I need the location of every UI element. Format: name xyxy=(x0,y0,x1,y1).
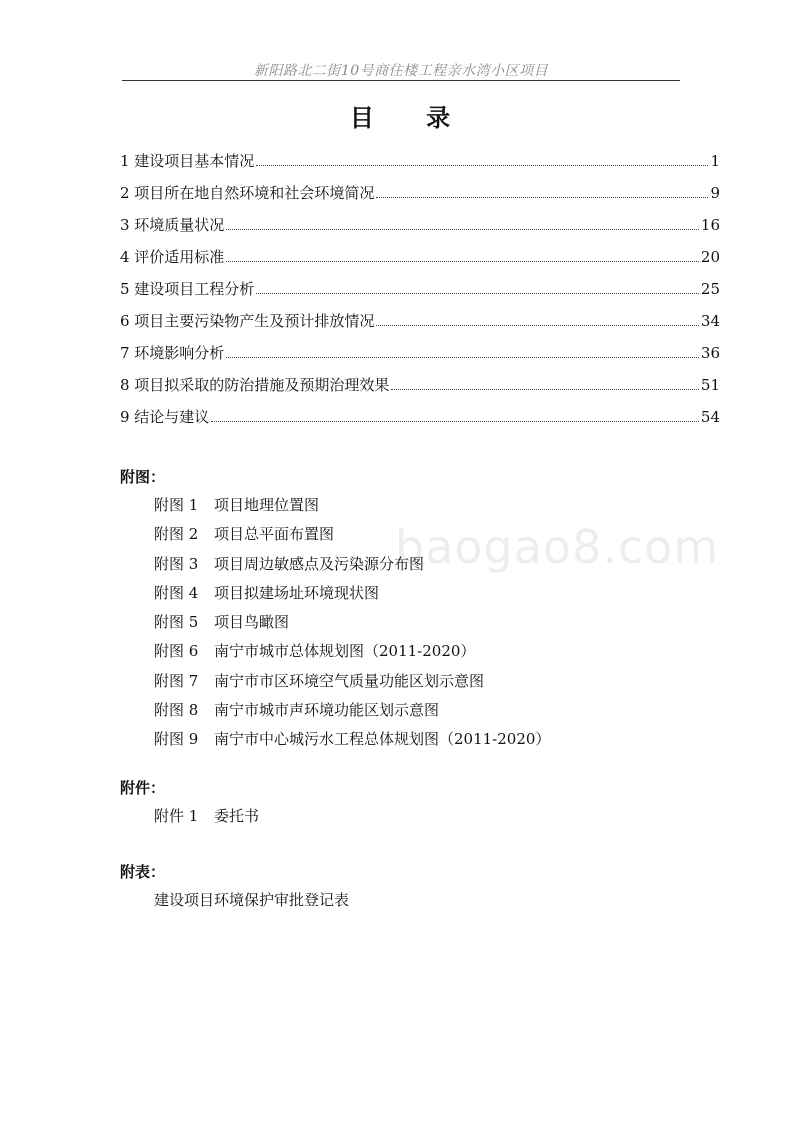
toc-entry[interactable] xyxy=(120,214,720,246)
attachment-code: 附件 1 xyxy=(154,807,199,825)
toc-entry-page: 9 xyxy=(710,184,720,202)
toc-entry[interactable] xyxy=(120,406,720,438)
toc-entry-page: 16 xyxy=(700,216,720,234)
toc-leader-dots xyxy=(226,229,699,230)
header-rule xyxy=(122,80,680,81)
running-header: 新阳路北二街10号商住楼工程亲水湾小区项目 xyxy=(253,63,549,79)
toc-entry[interactable] xyxy=(120,374,720,406)
toc-entry-label: 8 项目拟采取的防治措施及预期治理效果 xyxy=(120,376,390,394)
toc-entry-label: 9 结论与建议 xyxy=(120,408,210,426)
page-title: 目 录 xyxy=(349,103,473,132)
figure-title: 南宁市市区环境空气质量功能区划示意图 xyxy=(214,671,485,690)
list-item xyxy=(154,670,550,699)
toc-entry-page: 51 xyxy=(700,376,720,394)
toc-leader-dots xyxy=(256,165,708,166)
figure-code: 附图 3 xyxy=(154,554,199,573)
toc-leader-dots xyxy=(226,357,699,358)
toc-entry[interactable] xyxy=(120,310,720,342)
figure-title: 项目地理位置图 xyxy=(214,496,320,514)
toc-entry-page: 25 xyxy=(700,280,720,298)
figure-title: 项目总平面布置图 xyxy=(214,525,335,544)
toc-entry-page: 20 xyxy=(700,248,720,266)
figure-code: 附图 1 xyxy=(154,496,199,514)
figure-code: 附图 9 xyxy=(154,730,199,749)
list-item xyxy=(154,805,259,834)
watermark-text: baogao8.com xyxy=(395,520,720,574)
toc-entry-label: 4 评价适用标准 xyxy=(120,248,225,266)
toc-entry[interactable] xyxy=(120,342,720,374)
list-item xyxy=(154,640,550,669)
figure-title: 项目周边敏感点及污染源分布图 xyxy=(214,554,425,573)
toc-leader-dots xyxy=(256,293,699,294)
toc-leader-dots xyxy=(376,197,708,198)
figure-code: 附图 4 xyxy=(154,583,199,602)
list-item xyxy=(154,728,550,757)
figure-code: 附图 8 xyxy=(154,701,199,720)
list-item xyxy=(154,611,550,640)
toc-leader-dots xyxy=(376,325,699,326)
attachments-heading: 附件： xyxy=(120,779,166,797)
figure-title: 项目拟建场址环境现状图 xyxy=(214,583,380,602)
toc-entry-label: 1 建设项目基本情况 xyxy=(120,152,255,170)
toc-entry-label: 6 项目主要污染物产生及预计排放情况 xyxy=(120,312,375,330)
toc-entry-label: 7 环境影响分析 xyxy=(120,344,225,362)
toc-leader-dots xyxy=(226,261,699,262)
toc-entry-page: 54 xyxy=(700,408,720,426)
figure-title: 南宁市城市总体规划图（2011-2020） xyxy=(214,642,476,661)
toc-entry-label: 3 环境质量状况 xyxy=(120,216,225,234)
list-item xyxy=(154,699,550,728)
attachment-title: 委托书 xyxy=(214,807,260,825)
figure-code: 附图 2 xyxy=(154,525,199,544)
list-item xyxy=(154,582,550,611)
figure-code: 附图 7 xyxy=(154,671,199,690)
figure-code: 附图 6 xyxy=(154,642,199,661)
toc-entry[interactable] xyxy=(120,246,720,278)
toc-leader-dots xyxy=(211,421,699,422)
figure-title: 项目鸟瞰图 xyxy=(214,613,290,632)
toc-entry-label: 5 建设项目工程分析 xyxy=(120,280,255,298)
figure-code: 附图 5 xyxy=(154,613,199,632)
figure-title: 南宁市中心城污水工程总体规划图（2011-2020） xyxy=(214,730,551,749)
toc-leader-dots xyxy=(391,389,699,390)
toc-entry-page: 34 xyxy=(700,312,720,330)
attachments-list xyxy=(154,805,259,834)
tables-list xyxy=(154,889,349,918)
table-title: 建设项目环境保护审批登记表 xyxy=(154,891,350,909)
toc-entry[interactable] xyxy=(120,278,720,310)
tables-heading: 附表： xyxy=(120,863,166,881)
toc-entry-label: 2 项目所在地自然环境和社会环境简况 xyxy=(120,184,375,202)
table-of-contents xyxy=(120,150,720,438)
figures-heading: 附图： xyxy=(120,468,166,486)
toc-entry-page: 1 xyxy=(710,152,720,170)
figure-title: 南宁市城市声环境功能区划示意图 xyxy=(214,701,440,720)
toc-entry[interactable] xyxy=(120,150,720,182)
toc-entry-page: 36 xyxy=(700,344,720,362)
toc-entry[interactable] xyxy=(120,182,720,214)
list-item xyxy=(154,494,550,523)
list-item xyxy=(154,889,349,918)
